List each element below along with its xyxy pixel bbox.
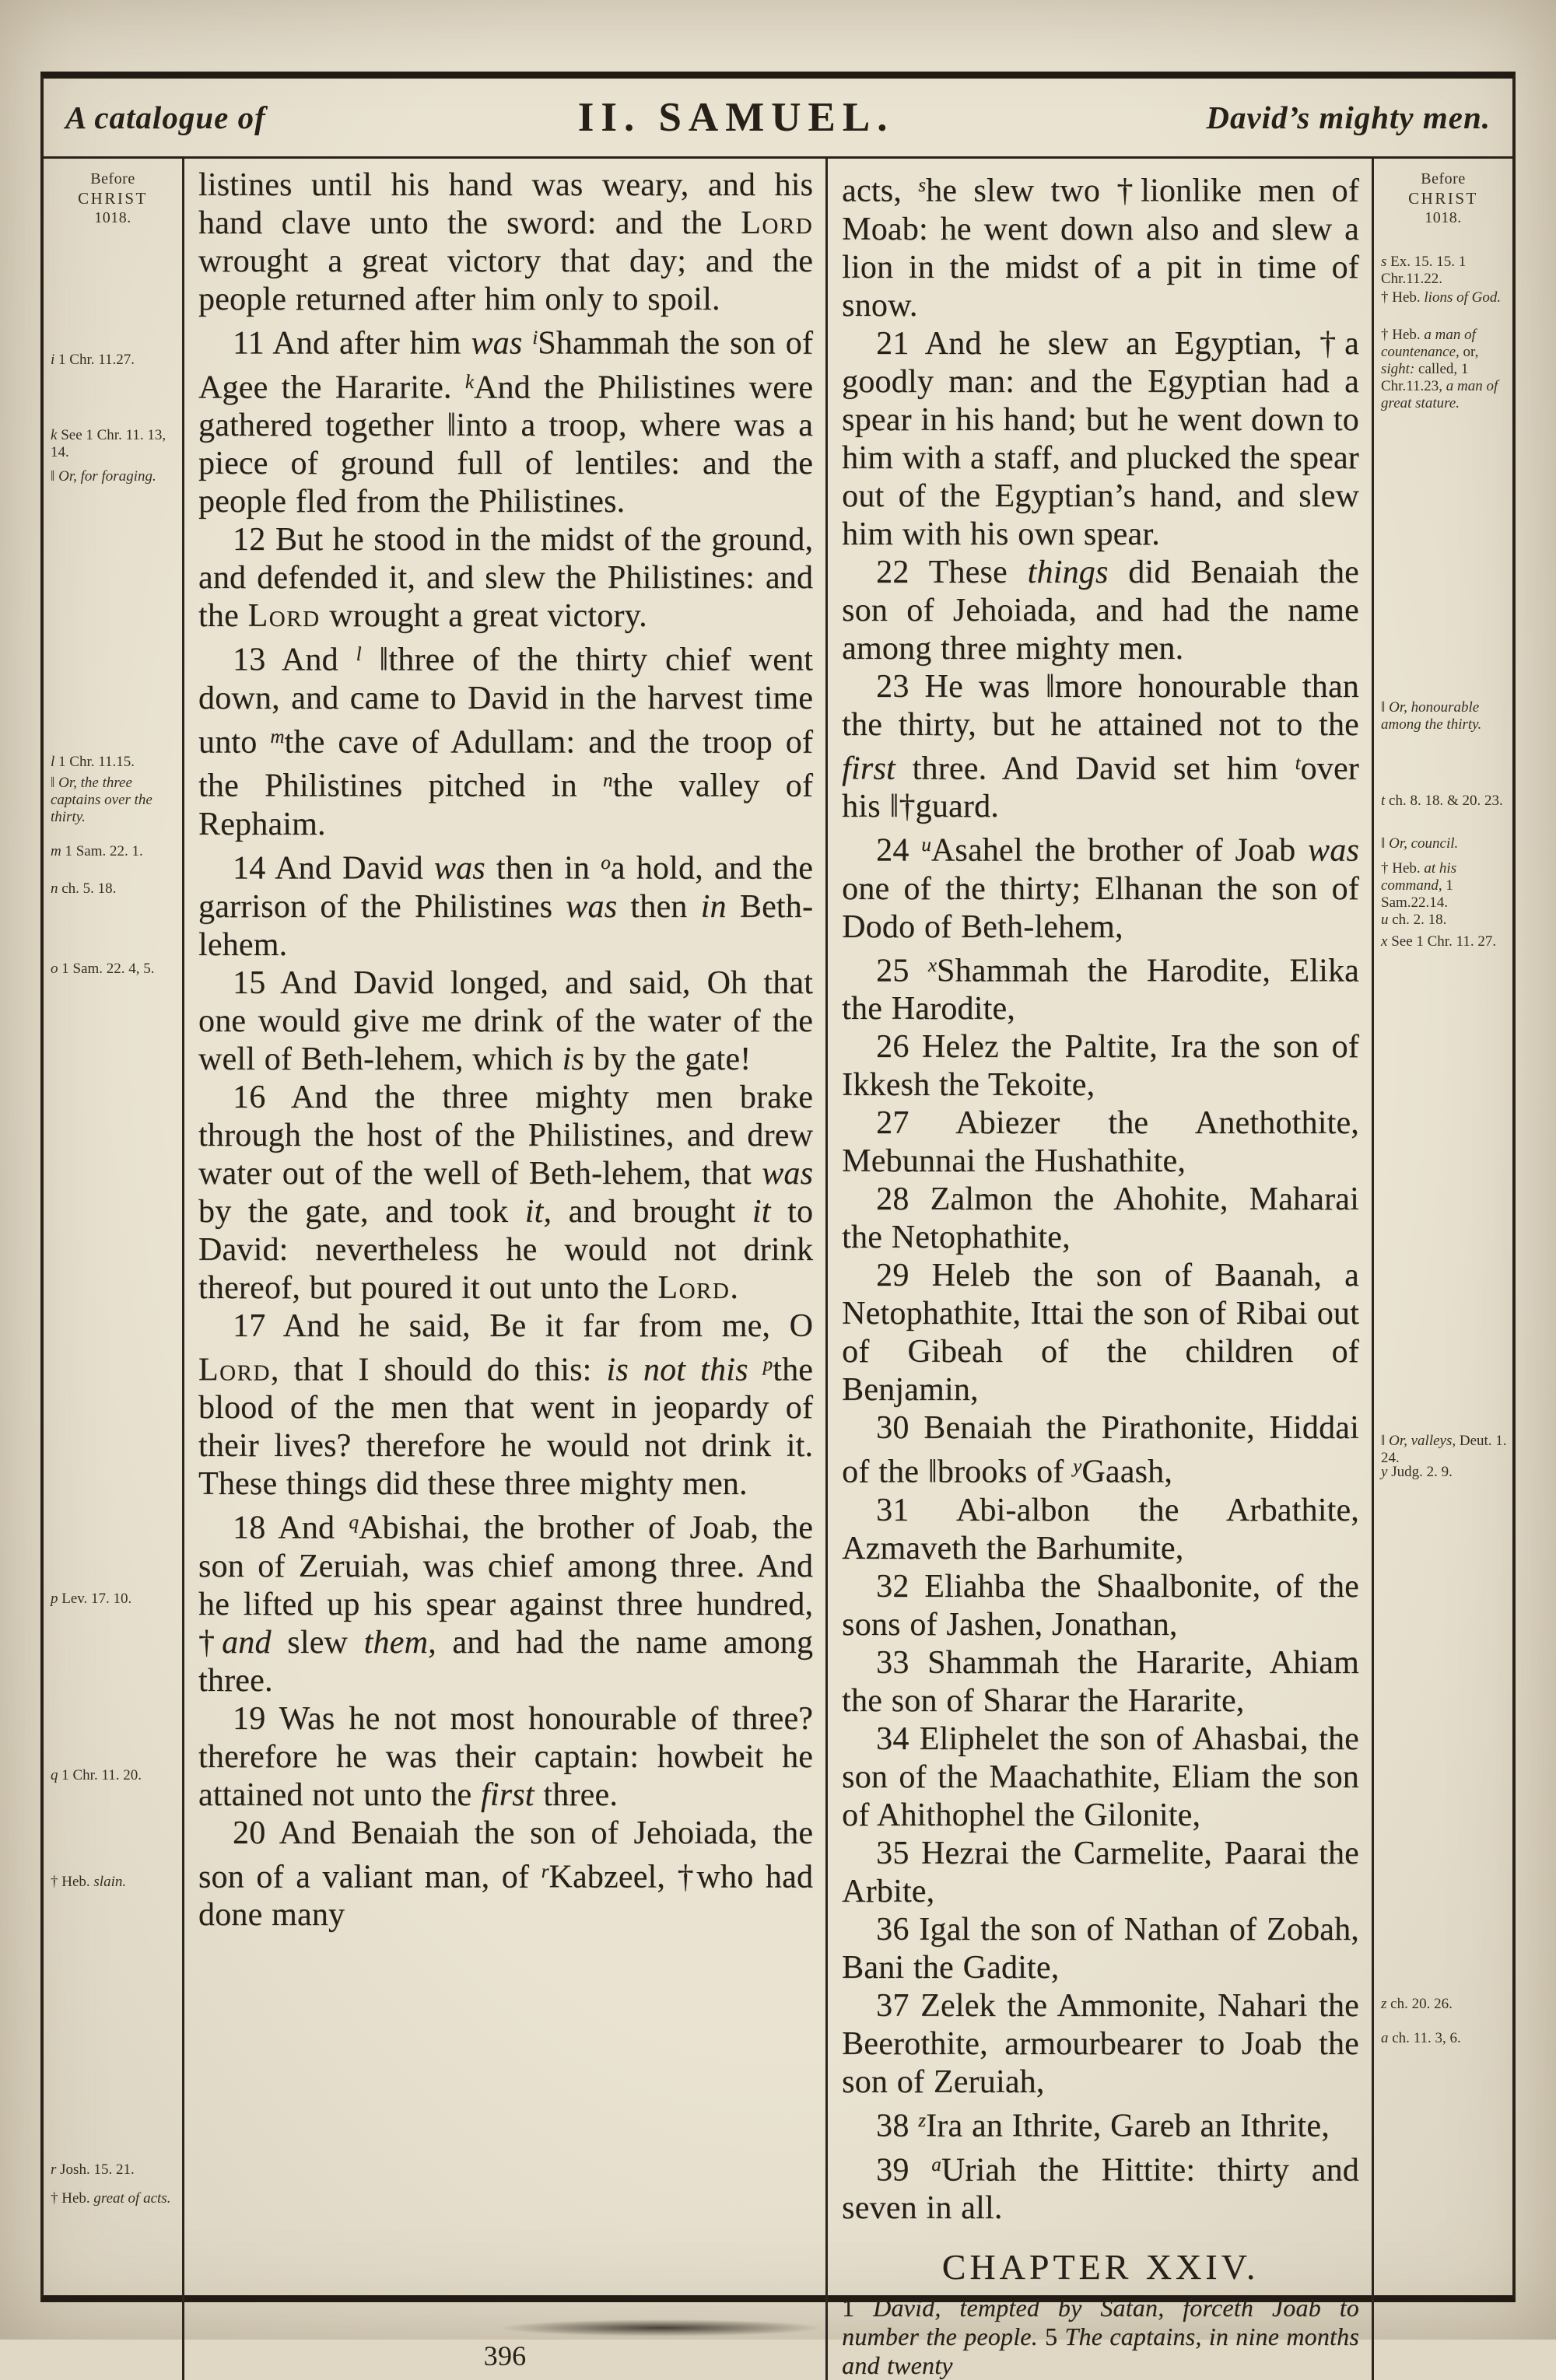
margin-note: ‖ Or, council.	[1381, 835, 1459, 852]
margin-note: † Heb. a man of countenance, or, sight: called, 1 Chr.11.23, a man of great stature.	[1381, 327, 1498, 411]
smallcaps-word: Lord	[198, 1352, 271, 1388]
verse-paragraph: listines until his hand was weary, and his hand clave unto the sword: and the Lord wrought a great victory that day; and the people returned after him only to spoil.	[198, 167, 814, 317]
italic-word: was	[762, 1155, 814, 1192]
verse-paragraph: 39 $^a$Uriah the Hittite: thirty and seven in all.	[842, 2152, 1359, 2227]
verse-paragraph: 37 Zelek the Ammonite, Nahari the Beerothite, armourbearer to Joab the son of Zeruiah,	[842, 1987, 1359, 2100]
verse-paragraph: acts, $^s$he slew two †lionlike men of Moab: he went down also and slew a lion in the midst of a pit in time of snow.	[842, 173, 1360, 324]
margin-note: l 1 Chr. 11.15.	[51, 754, 135, 770]
verse-reference-letter: i	[532, 327, 538, 348]
italic-word: it,	[524, 1193, 552, 1230]
before-christ-heading-left	[44, 170, 182, 228]
before-christ-line: CHRIST	[78, 189, 148, 208]
margin-note: x See 1 Chr. 11. 27.	[1381, 933, 1497, 950]
verse-reference-letter: o	[601, 852, 611, 873]
italic-word: Or, valleys,	[1389, 1433, 1456, 1449]
italic-word: a man of great stature.	[1381, 378, 1498, 411]
italic-word: was	[433, 850, 485, 887]
verse-reference-letter: q	[349, 1512, 359, 1534]
margin-note: ‖ Or, for foraging.	[51, 468, 156, 485]
verse-reference-letter: t	[1295, 752, 1301, 774]
margin-note: s Ex. 15. 15. 1 Chr.11.22.	[1381, 254, 1467, 287]
margin-note: k See 1 Chr. 11. 13, 14.	[51, 427, 166, 460]
right-margin-column	[1374, 159, 1512, 2380]
italic-word: n	[51, 880, 58, 897]
before-christ-line: Before	[1421, 170, 1466, 187]
smallcaps-word: Lord	[247, 598, 321, 635]
italic-word: The captains, in nine months and twenty	[842, 2322, 1360, 2380]
page-number: 396	[483, 2340, 527, 2372]
before-christ-line: Before	[90, 170, 135, 187]
left-margin-column	[44, 159, 182, 2380]
verse-paragraph: 36 Igal the son of Nathan of Zobah, Bani the Gadite,	[842, 1911, 1359, 1986]
verse-paragraph: 20 And Benaiah the son of Jehoiada, the son of a valiant man, of $^r$Kabzeel, †who had done many	[198, 1815, 814, 1934]
italic-word: and	[222, 1624, 272, 1661]
italic-word: o	[51, 961, 58, 977]
italic-word: at his command,	[1381, 860, 1457, 894]
verse-paragraph: 19 Was he not most honourable of three? therefore he was their captain: howbeit he attained not unto the first three.	[198, 1700, 814, 1813]
verse-paragraph: 31 Abi-albon the Arbathite, Azmaveth the Barhumite,	[842, 1492, 1359, 1566]
margin-note: r Josh. 15. 21.	[51, 2161, 135, 2178]
margin-note: o 1 Sam. 22. 4, 5.	[51, 961, 155, 977]
margin-note: y Judg. 2. 9.	[1381, 1464, 1453, 1480]
margin-note: ‖ Or, honourable among the thirty.	[1381, 699, 1482, 733]
before-christ-heading-right	[1374, 170, 1512, 228]
header-right-caption: David’s mighty men.	[1206, 100, 1491, 135]
margin-note: i 1 Chr. 11.27.	[51, 352, 135, 368]
margin-note: t ch. 8. 18. & 20. 23.	[1381, 793, 1503, 809]
smallcaps-word: Lord	[657, 1269, 731, 1306]
margin-note: m 1 Sam. 22. 1.	[51, 843, 143, 859]
scan-smudge-artifact	[498, 2319, 825, 2336]
italic-word: slain.	[93, 1874, 127, 1890]
italic-word: m	[51, 843, 61, 859]
italic-word: r	[51, 2161, 57, 2178]
verse-paragraph: 22 These things did Benaiah the son of Jehoiada, and had the name among three mighty men.	[842, 554, 1359, 667]
italic-word: x	[1381, 933, 1388, 950]
verse-paragraph: 15 And David longed, and said, Oh that one would give me drink of the water of the well of Beth-lehem, which is by the gate!	[198, 964, 814, 1077]
verse-reference-letter: k	[464, 371, 475, 393]
page-frame	[40, 72, 1516, 2380]
verse-reference-letter: p	[762, 1353, 773, 1375]
italic-word: things	[1027, 554, 1109, 590]
verse-paragraph: 12 But he stood in the midst of the ground, and defended it, and slew the Philistines: and the Lord wrought a great victory.	[198, 522, 814, 635]
italic-word: them,	[363, 1624, 436, 1661]
verse-reference-letter: x	[927, 954, 937, 976]
italic-word: was	[1308, 832, 1359, 869]
verse-reference-letter: m	[270, 726, 285, 747]
text-column-1	[184, 159, 825, 2380]
before-christ-line: 1018.	[1425, 209, 1462, 226]
verse-reference-letter: n	[603, 770, 613, 792]
verse-paragraph: 11 And after him was $^i$Shammah the son of Agee the Hararite. $^k$And the Philistines were gathered together ‖into a troop, where was a piece of ground full of lentiles: and the people fled from the Philistines.	[198, 325, 814, 520]
before-christ-line: 1018.	[94, 209, 131, 226]
margin-note: † Heb. slain.	[51, 1874, 127, 1890]
verse-paragraph: 24 $^u$Asahel the brother of Joab was one of the thirty; Elhanan the son of Dodo of Beth-lehem,	[842, 832, 1359, 945]
italic-word: a man of countenance,	[1381, 327, 1476, 360]
verse-paragraph: 38 $^z$Ira an Ithrite, Gareb an Ithrite,	[876, 2108, 1330, 2144]
verse-paragraph: 29 Heleb the son of Baanah, a Netophathite, Ittai the son of Ribai out of Gibeah of the children of Benjamin,	[842, 1258, 1359, 1409]
chapter-summary: 1 David, tempted by Satan, forceth Joab to number the people. 5 The captains, in nine months and twenty	[842, 2294, 1360, 2380]
italic-word: first	[842, 751, 895, 787]
smallcaps-word: Lord	[741, 205, 814, 241]
italic-word: Or, the three captains over the thirty.	[51, 775, 152, 825]
italic-word: great of acts.	[93, 2190, 171, 2207]
italic-word: in	[700, 888, 727, 925]
italic-word: s	[1381, 254, 1387, 270]
italic-word: k	[51, 427, 58, 443]
verse-paragraph: 27 Abiezer the Anethothite, Mebunnai the Hushathite,	[842, 1105, 1359, 1180]
margin-note: z ch. 20. 26.	[1381, 1996, 1453, 2012]
italic-word: sight:	[1381, 361, 1415, 377]
verse-reference-letter: l	[356, 644, 362, 666]
page-header	[44, 79, 1512, 159]
italic-word: l	[51, 754, 55, 770]
verse-reference-letter: y	[1073, 1456, 1082, 1478]
italic-word: a	[1381, 2030, 1389, 2046]
italic-word: Or, honourable among the thirty.	[1381, 699, 1482, 733]
margin-note: † Heb. at his command, 1 Sam.22.14.	[1381, 860, 1457, 911]
verse-paragraph: 34 Eliphelet the son of Ahasbai, the son of the Maachathite, Eliam the son of Ahithophel the Gilonite,	[842, 1720, 1359, 1833]
verse-reference-letter: s	[918, 175, 927, 196]
verse-reference-letter: u	[921, 835, 931, 856]
margin-note: n ch. 5. 18.	[51, 880, 117, 897]
italic-word: q	[51, 1767, 58, 1783]
italic-word: i	[51, 352, 55, 368]
italic-word: is	[562, 1041, 584, 1077]
italic-word: p	[51, 1591, 58, 1607]
italic-word: Or, for foraging.	[58, 468, 156, 485]
verse-paragraph: 33 Shammah the Hararite, Ahiam the son of Sharar the Hararite,	[842, 1644, 1359, 1719]
margin-note: ‖ Or, the three captains over the thirty.	[51, 775, 152, 825]
verse-paragraph: 14 And David was then in $^o$a hold, and the garrison of the Philistines was then in Beth-lehem.	[198, 850, 814, 963]
verse-paragraph: 25 $^x$Shammah the Harodite, Elika the Harodite,	[842, 953, 1359, 1027]
verse-paragraph: 35 Hezrai the Carmelite, Paarai the Arbite,	[842, 1835, 1359, 1909]
verse-paragraph: 18 And $^q$Abishai, the brother of Joab, the son of Zeruiah, was chief among three. And he lifted up his spear against three hundred, †and slew them, and had the name among three.	[198, 1510, 814, 1699]
italic-word: was	[566, 888, 618, 925]
verse-paragraph: 13 And $^l$ ‖three of the thirty chief went down, and came to David in the harvest time unto $^m$the cave of Adullam: and the troop of the Philistines pitched in $^n$the valley of Rephaim.	[198, 642, 814, 842]
verse-paragraph: 16 And the three mighty men brake through the host of the Philistines, and drew water out of the well of Beth-lehem, that was by the gate, and took it, and brought it to David: nevertheless he would not drink thereof, but poured it out unto the Lord.	[198, 1079, 814, 1306]
chapter-heading: CHAPTER XXIV.	[941, 2247, 1260, 2287]
italic-word: lions of God.	[1424, 289, 1502, 306]
verse-paragraph: 30 Benaiah the Pirathonite, Hiddai of the ‖brooks of $^y$Gaash,	[842, 1410, 1359, 1490]
margin-note: u ch. 2. 18.	[1381, 912, 1447, 928]
book-title: II. SAMUEL.	[577, 95, 895, 140]
text-column-2	[828, 159, 1372, 2380]
italic-word: David, tempted by Satan, forceth Joab to number the people.	[842, 2294, 1359, 2351]
italic-word: was	[471, 325, 523, 362]
italic-word: u	[1381, 912, 1389, 928]
verse-reference-letter: a	[931, 2154, 941, 2175]
margin-note: q 1 Chr. 11. 20.	[51, 1767, 142, 1783]
verse-paragraph: 17 And he said, Be it far from me, O Lord, that I should do this: is not this $^p$the blood of the men that went in jeopardy of their lives? therefore he would not drink it. These things did these three mighty men.	[198, 1307, 814, 1503]
italic-word: first	[480, 1776, 534, 1813]
italic-word: is not this	[606, 1352, 748, 1388]
italic-word: Or, council.	[1389, 835, 1459, 852]
italic-word: z	[1381, 1996, 1387, 2012]
verse-paragraph: 26 Helez the Paltite, Ira the son of Ikkesh the Tekoite,	[842, 1029, 1359, 1104]
margin-note: a ch. 11. 3, 6.	[1381, 2030, 1461, 2046]
margin-note: † Heb. great of acts.	[51, 2190, 171, 2207]
before-christ-line: CHRIST	[1408, 189, 1478, 208]
margin-note: p Lev. 17. 10.	[51, 1591, 132, 1607]
page-content	[44, 159, 1512, 2380]
verse-reference-letter: z	[918, 2109, 927, 2131]
margin-note: † Heb. lions of God.	[1381, 289, 1502, 306]
italic-word: t	[1381, 793, 1386, 809]
verse-reference-letter: r	[541, 1860, 549, 1882]
header-left-caption: A catalogue of	[65, 100, 266, 135]
italic-word: it	[752, 1193, 771, 1230]
verse-paragraph: 28 Zalmon the Ahohite, Maharai the Netophathite,	[842, 1181, 1359, 1256]
italic-word: y	[1381, 1464, 1388, 1480]
verse-paragraph: 23 He was ‖more honourable than the thirty, but he attained not to the first three. And David set him $^t$over his ‖†guard.	[842, 668, 1359, 825]
margin-note: ‖ Or, valleys, Deut. 1. 24.	[1381, 1433, 1507, 1466]
verse-paragraph: 21 And he slew an Egyptian, †a goodly man: and the Egyptian had a spear in his hand; but he went down to him with a staff, and plucked the spear out of the Egyptian’s hand, and slew him with his own spear.	[842, 325, 1359, 552]
verse-paragraph: 32 Eliahba the Shaalbonite, of the sons of Jashen, Jonathan,	[842, 1568, 1359, 1643]
